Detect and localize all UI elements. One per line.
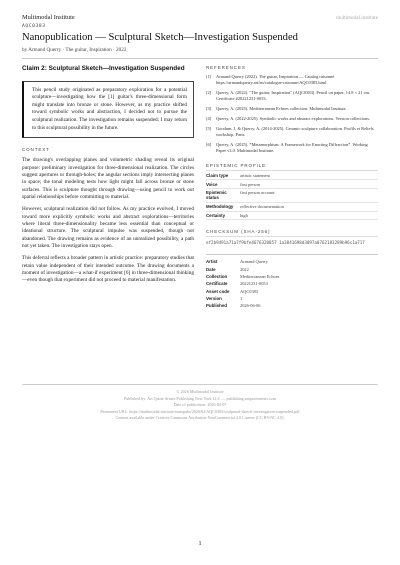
row-value: 2022 <box>240 266 249 272</box>
row-key: Collection <box>206 273 228 279</box>
footer-license: Content available under Creative Commons Attribution-NonCommercial 4.0 License (CC BY-NC 4.0). <box>115 415 285 421</box>
context-paragraph-1: The drawing's overlapping planes and volumetric shading reveal its original purpose: preliminary investigation for three-dimensional realization. The circles suggest apertures or through-holes; the angular sections imply intersecting planes in space; the tonal modeling tests how light might fall across bronze or stone surfaces. This is sculpture thought through drawing—using pencil to work out spatial relationships before committing to material. <box>22 157 194 200</box>
row-key: Artist <box>206 259 218 265</box>
row-key: Date <box>206 266 216 272</box>
table-row <box>206 189 378 203</box>
footer-permanent-url[interactable]: Permanent URL: https://multimodal.institute/nanopubs/2026/02/AQC0383/sculptural-sketch-investigation-suspended.pdf <box>100 408 300 414</box>
page-number: 1 <box>198 540 202 547</box>
artwork-metadata-table <box>206 258 279 310</box>
row-value: Armand Querry <box>240 259 268 265</box>
left-column <box>22 65 194 310</box>
reference-text: Querry, A. (2022). "The guitar, Inspiration" (AQC0383). Pencil on paper, 14.8 × 21 cm. Certificate #20221231-0053. <box>216 89 371 101</box>
document-id: AQC0383 <box>22 24 46 29</box>
row-key: Claim type <box>206 172 240 180</box>
two-column-body <box>22 65 378 310</box>
row-key: Voice <box>206 180 240 189</box>
row-value: reflective documentation <box>240 202 378 211</box>
row-key: Asset code <box>206 288 230 294</box>
reference-number: [6] <box>206 141 212 147</box>
table-row <box>206 211 378 220</box>
epistemic-profile-table <box>206 172 378 221</box>
byline: by Armand Querry · The guitar, Inspiration · 2022 <box>22 46 127 53</box>
row-key: Certainty <box>206 211 240 220</box>
claim-heading: Claim 2: Sculptural Sketch—Investigation Suspended <box>22 64 185 72</box>
context-paragraph-2: However, sculptural realization did not follow. As my practice evolved, I moved toward more explicitly symbolic works and abstract explorations—territories where literal three-dimensionality became less essential than conceptual or ideational structure. The sculptural impulse was suspended, though not abandoned. The drawing remains as evidence of an unrealized possibility, a path not yet taken. The investigation stays open. <box>22 206 194 250</box>
context-paragraph-3: This deferral reflects a broader pattern in artistic practice: preparatory studies that retain value independent of their intended outcome. The drawing documents a moment of investigation—a what-if experiment [6] in three-dimensional thinking—even though that experiment did not proceed to material manifestation. <box>22 255 194 284</box>
reference-item[interactable] <box>206 106 378 112</box>
top-bar <box>22 14 378 21</box>
reference-number: [5] <box>206 125 212 131</box>
table-row <box>206 273 279 280</box>
reference-text: Querry, A. (2025). *Metamorphism: A Framework for Enacting Diffraction*. Working Paper v3.0. Multimodal Institute. <box>216 141 368 153</box>
row-value: artistic statement <box>240 172 378 180</box>
table-row <box>206 172 378 180</box>
table-row <box>206 258 279 265</box>
row-value: high <box>240 211 378 220</box>
claim-statement: This pencil study originated as preparatory exploration for a potential sculpture—investigating how the [1] guitar's three-dimensional form might translate into bronze or stone. However, as my practice shifted toward symbolic works and abstraction, I decided not to pursue the sculptural realization. The investigation remains suspended; I may return to this sculptural possibility in the future. <box>22 81 194 139</box>
row-value: first person <box>240 180 378 189</box>
footer-publisher[interactable]: Published by: Art Quote Armes Publishing New York LLC — publishing.artquotearmes.com <box>123 395 277 401</box>
page-title: Nanopublication — Sculptural Sketch—Investigation Suspended <box>22 32 298 43</box>
table-row <box>206 295 279 302</box>
right-column <box>206 65 378 310</box>
institution-name: Multimodal Institute <box>22 14 75 21</box>
row-key: Methodology <box>206 202 240 211</box>
table-row <box>206 180 378 189</box>
epistemic-profile-label: EPISTEMIC PROFILE <box>206 163 378 171</box>
footer-date: Date of publication: 2026-04-07 <box>173 402 227 408</box>
context-label: CONTEXT <box>22 147 50 153</box>
reference-item[interactable] <box>206 90 378 102</box>
artwork-metadata <box>206 254 378 310</box>
row-key: Certificate <box>206 281 228 287</box>
row-key: Epistemic status <box>206 189 240 203</box>
reference-text: Armand Querry (2022). The guitar, Inspiration — Catalog raisonné https://armandquerry.art/en/catalogue-raisonne/AQC0383.html <box>216 73 335 85</box>
row-key: Published <box>206 303 227 309</box>
reference-number: [4] <box>206 115 212 121</box>
header-divider <box>22 58 378 59</box>
table-row <box>206 302 279 309</box>
table-row <box>206 288 279 295</box>
reference-number: [2] <box>206 89 212 95</box>
reference-item[interactable] <box>206 74 378 86</box>
institution-url[interactable]: multimodal.institute <box>336 15 378 21</box>
reference-text: Querry, A. (2022-2025). Symbolic works and abstract explorations. Version collections. <box>216 115 371 121</box>
row-value: AQC0383 <box>240 288 259 294</box>
reference-text: Goodnm, J. & Querry, A. (2014-2025). Ceramic sculpture collaboration. Profils et Reliefs workshop, Paris. <box>216 125 374 137</box>
reference-number: [1] <box>206 73 212 79</box>
row-value: 20221231-0053 <box>240 281 268 287</box>
row-value: first person account <box>240 189 378 203</box>
reference-item[interactable] <box>206 126 378 138</box>
reference-text: Querry, A. (2025). Mediterranean Echoes collection. Multimodal Institute. <box>216 105 347 111</box>
checksum-value[interactable]: ef2b9491a71a7f9bfe4676320857 1a3841698d3097a0762183289b96c1a717 <box>206 240 365 246</box>
checksum-label: CHECKSUM (SHA-256) <box>206 229 378 237</box>
footer-copyright: © 2026 Multimodal Institute <box>176 389 224 394</box>
table-row <box>206 265 279 272</box>
row-value: Mediterranean Echoes <box>240 273 280 279</box>
reference-number: [3] <box>206 105 212 111</box>
footer <box>22 384 378 422</box>
row-value: 1 <box>240 296 243 302</box>
table-row <box>206 202 378 211</box>
row-value: 2026-06-06 <box>240 303 261 309</box>
table-row <box>206 280 279 287</box>
reference-item[interactable] <box>206 116 378 122</box>
row-key: Version <box>206 296 222 302</box>
reference-item[interactable] <box>206 142 378 154</box>
references-label: REFERENCES <box>206 64 246 70</box>
